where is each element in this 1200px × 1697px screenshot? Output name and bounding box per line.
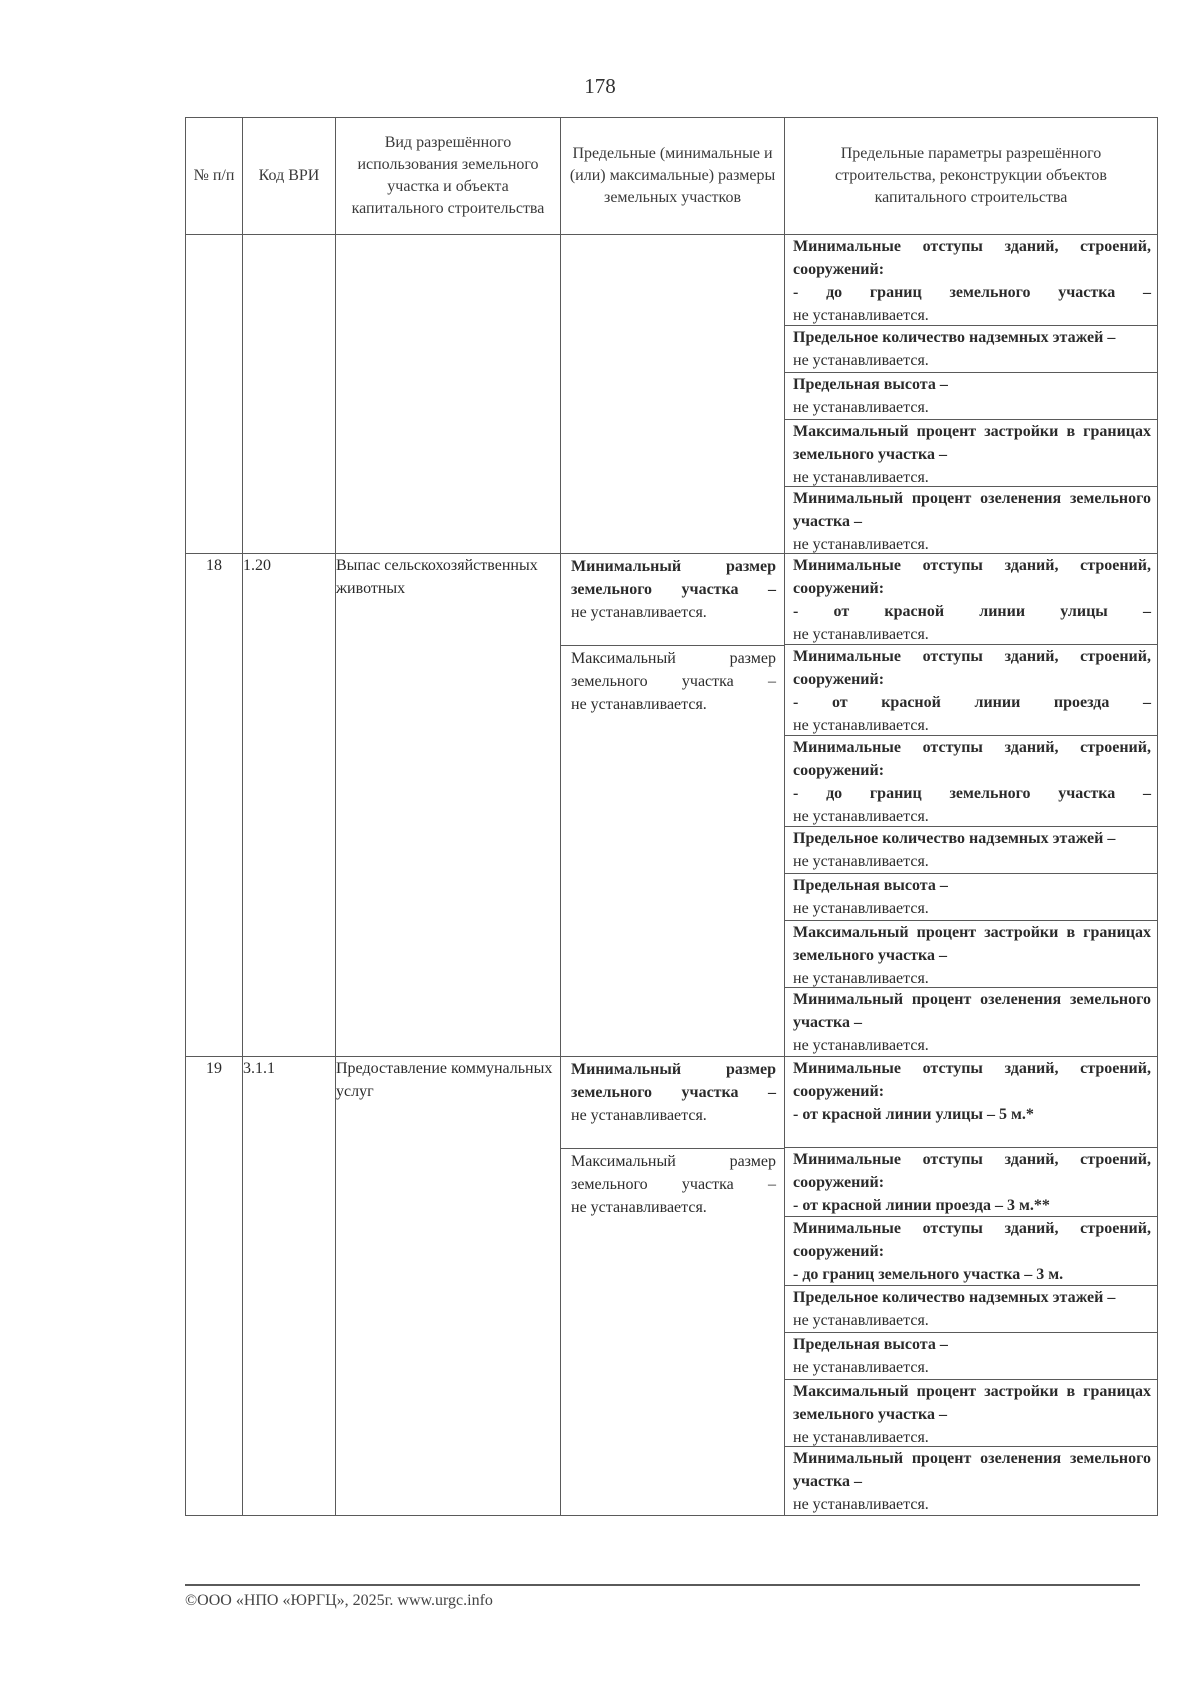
row-params	[785, 235, 1158, 554]
param-item	[785, 826, 1157, 873]
size-item	[561, 554, 784, 645]
header-use	[336, 118, 561, 235]
param-head: Минимальные отступы зданий, строений, сооружений:	[793, 557, 1151, 597]
param-line: - от красной линии улицы – 5 м.*	[793, 1106, 1034, 1123]
param-head: Минимальные отступы зданий, строений, сооружений:	[793, 1220, 1151, 1260]
param-line: - до границ земельного участка –	[793, 785, 1151, 802]
param-rest: не устанавливается.	[793, 307, 929, 324]
param-head: Предельное количество надземных этажей –	[793, 1289, 1116, 1306]
header-use-text: Вид разрешённого использования земельного участка и объекта капитального строительства	[351, 134, 545, 217]
param-head: Минимальные отступы зданий, строений, сооружений:	[793, 1151, 1151, 1191]
header-number	[186, 118, 243, 235]
row-sizes	[561, 554, 785, 1057]
size-head: Максимальный размер земельного участка –	[571, 1153, 776, 1193]
param-head: Минимальный процент озеленения земельного участка –	[793, 1450, 1151, 1490]
param-item	[785, 1147, 1157, 1216]
param-head: Минимальный процент озеленения земельного участка –	[793, 991, 1151, 1031]
page-number: 178	[584, 74, 616, 98]
param-line: - от красной линии проезда – 3 м.**	[793, 1197, 1050, 1214]
size-head: Минимальный размер земельного участка –	[571, 558, 776, 598]
param-item	[785, 644, 1157, 735]
size-rest: не устанавливается.	[571, 604, 707, 621]
param-rest: не устанавливается.	[793, 853, 929, 870]
row-number: 18	[186, 554, 243, 1057]
row-code: 1.20	[243, 554, 336, 1057]
param-rest: не устанавливается.	[793, 900, 929, 917]
param-head: Максимальный процент застройки в границах земельного участка –	[793, 1383, 1151, 1423]
param-rest: не устанавливается.	[793, 1359, 929, 1376]
param-rest: не устанавливается.	[793, 970, 929, 987]
param-item	[785, 987, 1157, 1056]
param-head: Предельная высота –	[793, 376, 948, 393]
header-params-text: Предельные параметры разрешённого строительства, реконструкции объектов капитального строительства	[835, 145, 1107, 206]
row-params	[785, 1057, 1158, 1516]
param-head: Предельное количество надземных этажей –	[793, 329, 1116, 346]
param-line: - до границ земельного участка – 3 м.	[793, 1266, 1064, 1283]
param-head: Предельная высота –	[793, 877, 948, 894]
param-rest: не устанавливается.	[793, 399, 929, 416]
row-number: 19	[186, 1057, 243, 1516]
param-item	[785, 1285, 1157, 1332]
footer-copyright: ©ООО «НПО «ЮРГЦ», 2025г. www.urgc.info	[185, 1592, 493, 1609]
size-rest: не устанавливается.	[571, 1199, 707, 1216]
param-head: Максимальный процент застройки в границах земельного участка –	[793, 924, 1151, 964]
param-rest: не устанавливается.	[793, 1429, 929, 1446]
param-head: Минимальные отступы зданий, строений, сооружений:	[793, 739, 1151, 779]
param-rest: не устанавливается.	[793, 1312, 929, 1329]
param-item	[785, 735, 1157, 826]
header-number-text: № п/п	[193, 167, 235, 184]
param-item	[785, 1216, 1157, 1285]
param-rest: не устанавливается.	[793, 1496, 929, 1513]
param-item	[785, 554, 1157, 644]
row-code	[243, 235, 336, 554]
size-item	[561, 1148, 784, 1219]
row-number	[186, 235, 243, 554]
regulations-table	[185, 117, 1158, 1516]
header-code-text: Код ВРИ	[258, 167, 320, 184]
size-item	[561, 645, 784, 716]
param-rest: не устанавливается.	[793, 808, 929, 825]
size-rest: не устанавливается.	[571, 696, 707, 713]
header-sizes-text: Предельные (минимальные и (или) максимальные) размеры земельных участков	[569, 145, 776, 206]
row-params	[785, 554, 1158, 1057]
table-row	[186, 235, 1158, 554]
param-item	[785, 873, 1157, 920]
param-line: - от красной линии улицы –	[793, 603, 1151, 620]
footer-divider	[185, 1584, 1140, 1586]
row-use: Выпас сельскохозяйственных животных	[336, 554, 561, 1057]
param-rest: не устанавливается.	[793, 717, 929, 734]
size-item	[561, 1057, 784, 1148]
row-sizes	[561, 1057, 785, 1516]
param-item	[785, 1446, 1157, 1515]
table-row	[186, 554, 1158, 1057]
param-item	[785, 1379, 1157, 1446]
size-head: Минимальный размер земельного участка –	[571, 1061, 776, 1101]
param-head: Минимальный процент озеленения земельного участка –	[793, 490, 1151, 530]
param-head: Минимальные отступы зданий, строений, сооружений:	[793, 238, 1151, 278]
param-rest: не устанавливается.	[793, 1037, 929, 1054]
param-item	[785, 1332, 1157, 1379]
param-rest: не устанавливается.	[793, 352, 929, 369]
param-head: Минимальные отступы зданий, строений, сооружений:	[793, 1060, 1151, 1100]
param-item	[785, 325, 1157, 372]
param-head: Предельная высота –	[793, 1336, 948, 1353]
param-line: - до границ земельного участка –	[793, 284, 1151, 301]
header-sizes	[561, 118, 785, 235]
table-row	[186, 1057, 1158, 1516]
row-code: 3.1.1	[243, 1057, 336, 1516]
param-item	[785, 372, 1157, 419]
param-item	[785, 419, 1157, 486]
row-use: Предоставление коммунальных услуг	[336, 1057, 561, 1516]
param-item	[785, 920, 1157, 987]
param-item	[785, 1057, 1157, 1147]
size-rest: не устанавливается.	[571, 1107, 707, 1124]
row-use	[336, 235, 561, 554]
param-rest: не устанавливается.	[793, 536, 929, 553]
size-head: Максимальный размер земельного участка –	[571, 650, 776, 690]
header-params	[785, 118, 1158, 235]
param-head: Предельное количество надземных этажей –	[793, 830, 1116, 847]
param-rest: не устанавливается.	[793, 469, 929, 486]
param-rest: не устанавливается.	[793, 626, 929, 643]
param-head: Минимальные отступы зданий, строений, сооружений:	[793, 648, 1151, 688]
param-item	[785, 486, 1157, 553]
header-code	[243, 118, 336, 235]
param-line: - от красной линии проезда –	[793, 694, 1151, 711]
table-header-row	[186, 118, 1158, 235]
row-sizes	[561, 235, 785, 554]
param-head: Максимальный процент застройки в границах земельного участка –	[793, 423, 1151, 463]
param-item	[785, 235, 1157, 325]
